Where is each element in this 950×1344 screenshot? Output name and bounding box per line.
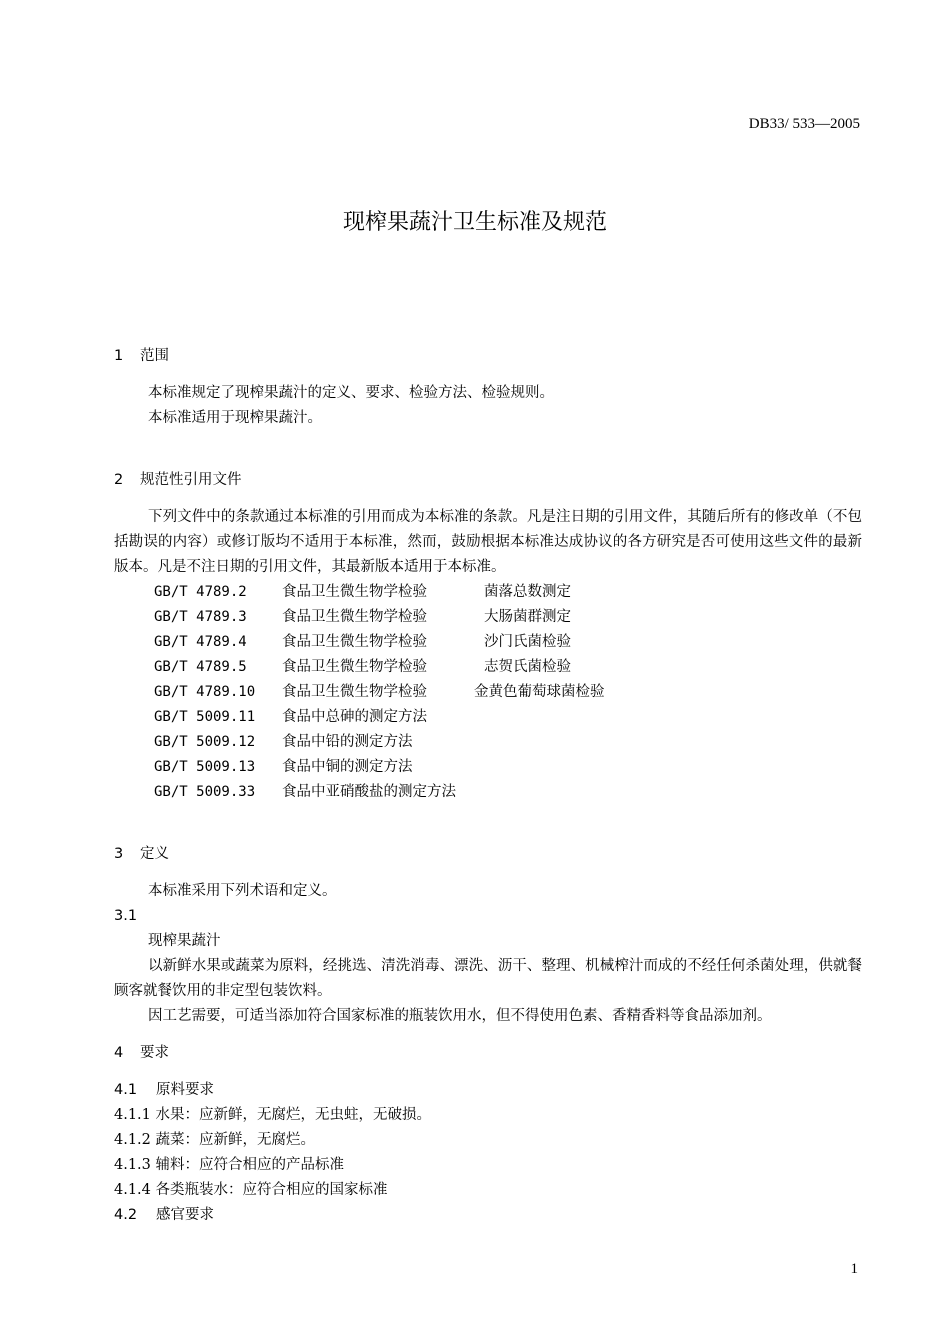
reference-name: 食品卫生微生物学检验 — [282, 659, 427, 675]
reference-subtitle: 志贺氏菌检验 — [484, 659, 571, 675]
subsection-3-1-number: 3.1 — [114, 908, 138, 924]
reference-name: 食品中总砷的测定方法 — [282, 709, 427, 725]
section-title: 定义 — [140, 846, 169, 862]
reference-code: GB/T 5009.11 — [154, 709, 256, 725]
section-1-para-2: 本标准适用于现榨果蔬汁。 — [148, 410, 322, 426]
section-1-para-1: 本标准规定了现榨果蔬汁的定义、要求、检验方法、检验规则。 — [148, 385, 554, 401]
requirement-item: 4.1.1 水果：应新鲜，无腐烂，无虫蛀，无破损。 — [114, 1107, 432, 1123]
reference-code: GB/T 5009.13 — [154, 759, 256, 775]
subsection-title: 感官要求 — [156, 1207, 214, 1223]
requirement-item: 4.1.3 辅料：应符合相应的产品标准 — [114, 1157, 345, 1173]
standard-code: DB33/ 533—2005 — [748, 116, 860, 132]
reference-code: GB/T 5009.12 — [154, 734, 256, 750]
subsection-4-2-heading — [114, 1208, 214, 1223]
reference-subtitle: 金黄色葡萄球菌检验 — [474, 684, 605, 700]
reference-row — [154, 710, 427, 735]
reference-code: GB/T 5009.33 — [154, 784, 256, 800]
reference-name: 食品中铅的测定方法 — [282, 734, 413, 750]
page-number: 1 — [850, 1261, 858, 1277]
reference-code: GB/T 4789.5 — [154, 659, 247, 675]
reference-name: 食品中亚硝酸盐的测定方法 — [282, 784, 456, 800]
section-3-heading — [114, 847, 169, 862]
subsection-4-1-heading — [114, 1083, 214, 1098]
reference-code: GB/T 4789.3 — [154, 609, 247, 625]
reference-row — [154, 735, 413, 760]
reference-name: 食品中铜的测定方法 — [282, 759, 413, 775]
subsection-number: 4.1 — [114, 1082, 138, 1098]
term-definition: 以新鲜水果或蔬菜为原料，经挑选、清洗消毒、漂洗、沥干、整理、机械榨汁而成的不经任何杀菌处理，供就餐顾客就餐饮用的非定型包装饮料。 — [114, 958, 862, 999]
section-1-heading — [114, 349, 169, 364]
reference-row — [154, 785, 456, 810]
reference-row — [154, 610, 571, 635]
reference-row — [154, 635, 571, 660]
section-title: 规范性引用文件 — [140, 472, 242, 488]
reference-code: GB/T 4789.2 — [154, 584, 247, 600]
term-note: 因工艺需要，可适当添加符合国家标准的瓶装饮用水，但不得使用色素、香精香料等食品添加剂。 — [148, 1008, 772, 1024]
reference-name: 食品卫生微生物学检验 — [282, 584, 427, 600]
reference-name: 食品卫生微生物学检验 — [282, 684, 427, 700]
requirement-item: 4.1.2 蔬菜：应新鲜，无腐烂。 — [114, 1132, 316, 1148]
reference-row — [154, 660, 571, 685]
term-heading: 现榨果蔬汁 — [148, 933, 221, 949]
reference-code: GB/T 4789.4 — [154, 634, 247, 650]
subsection-number: 4.2 — [114, 1207, 138, 1223]
reference-row — [154, 685, 605, 710]
section-3-intro: 本标准采用下列术语和定义。 — [148, 883, 337, 899]
section-number: 1 — [114, 348, 124, 364]
subsection-title: 原料要求 — [156, 1082, 214, 1098]
section-title: 要求 — [140, 1045, 169, 1061]
section-2-intro: 下列文件中的条款通过本标准的引用而成为本标准的条款。凡是注日期的引用文件，其随后所有的修改单（不包括勘误的内容）或修订版均不适用于本标准，然而，鼓励根据本标准达成协议的各方研究是否可使用这些文件的最新版本。凡是不注日期的引用文件，其最新版本适用于本标准。 — [114, 509, 862, 575]
section-number: 3 — [114, 846, 124, 862]
reference-row — [154, 585, 571, 610]
document-title: 现榨果蔬汁卫生标准及规范 — [342, 210, 607, 235]
reference-name: 食品卫生微生物学检验 — [282, 609, 427, 625]
reference-name: 食品卫生微生物学检验 — [282, 634, 427, 650]
reference-subtitle: 沙门氏菌检验 — [484, 634, 571, 650]
section-number: 2 — [114, 472, 124, 488]
section-title: 范围 — [140, 348, 169, 364]
reference-subtitle: 菌落总数测定 — [484, 584, 571, 600]
section-2-heading — [114, 473, 242, 488]
section-4-heading — [114, 1046, 169, 1061]
reference-subtitle: 大肠菌群测定 — [484, 609, 571, 625]
requirement-item: 4.1.4 各类瓶装水：应符合相应的国家标准 — [114, 1182, 388, 1198]
section-number: 4 — [114, 1045, 124, 1061]
reference-row — [154, 760, 413, 785]
reference-code: GB/T 4789.10 — [154, 684, 256, 700]
